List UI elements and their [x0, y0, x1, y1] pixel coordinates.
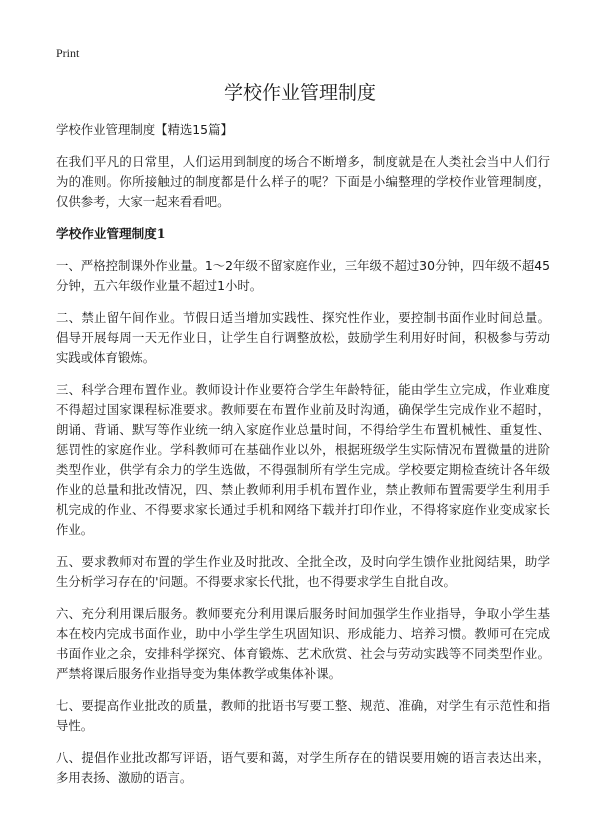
paragraph-5: 六、充分利用课后服务。教师要充分利用课后服务时间加强学生作业指导，争取小学生基本在校内完成书面作业，助中小学生学生巩固知识、形成能力、培养习惯。教师可在完成书面作业之余，安排科学探究、体育锻炼、艺术欣赏、社会与劳动实践等不同类型作业。严禁将课后服务作业指导变为集体教学或集体补课。: [56, 606, 550, 681]
paragraph-2: 二、禁止留午间作业。节假日适当增加实践性、探究性作业，要控制书面作业时间总量。倡导开展每周一天无作业日，让学生自行调整放松，鼓励学生利用好时间，积极参与劳动实践或体育锻炼。: [56, 310, 550, 365]
document-body: [56, 120, 550, 800]
paragraph-4: 五、要求教师对布置的学生作业及时批改、全批全改，及时向学生馈作业批阅结果，助学生分析学习存在的'问题。不得要求家长代批，也不得要求学生自批自改。: [56, 554, 550, 589]
paragraph-6: 七、要提高作业批改的质量，教师的批语书写要工整、规范、准确，对学生有示范性和指导性。: [56, 698, 550, 733]
document-subtitle: 学校作业管理制度【精选15篇】: [56, 122, 233, 137]
intro-paragraph: 在我们平凡的日常里，人们运用到制度的场合不断增多，制度就是在人类社会当中人们行为的准则。你所接触过的制度都是什么样子的呢？下面是小编整理的学校作业管理制度，仅供参考，大家一起来看看吧。: [56, 154, 550, 209]
paragraph-1: 一、严格控制课外作业量。1～2年级不留家庭作业，三年级不超过30分钟，四年级不超45分钟，五六年级作业量不超过1小时。: [56, 258, 550, 293]
paragraph-7: 八、提倡作业批改都写评语，语气要和蔼，对学生所存在的错误要用婉的语言表达出来，多用表扬、激励的语言。: [56, 750, 550, 785]
paragraph-3: 三、科学合理布置作业。教师设计作业要符合学生年龄特征，能由学生立完成，作业难度不得超过国家课程标准要求。教师要在布置作业前及时沟通，确保学生完成作业不超时，朗诵、背诵、默写等作业统一纳入家庭作业总量时间，不得给学生布置机械性、重复性、惩罚性的家庭作业。学科教师可在基础作业以外，根据班级学生实际情况布置微量的进阶类型作业，供学有余力的学生选做，不得强制所有学生完成。学校要定期检查统计各年级作业的总量和批改情况，四、禁止教师利用手机布置作业，禁止教师布置需要学生利用手机完成的作业、不得要求家长通过手机和网络下载并打印作业，不得将家庭作业变成家长作业。: [56, 382, 550, 537]
page-title: 学校作业管理制度: [223, 82, 376, 104]
section-heading: 学校作业管理制度1: [56, 226, 166, 241]
print-link[interactable]: Print: [56, 46, 80, 60]
